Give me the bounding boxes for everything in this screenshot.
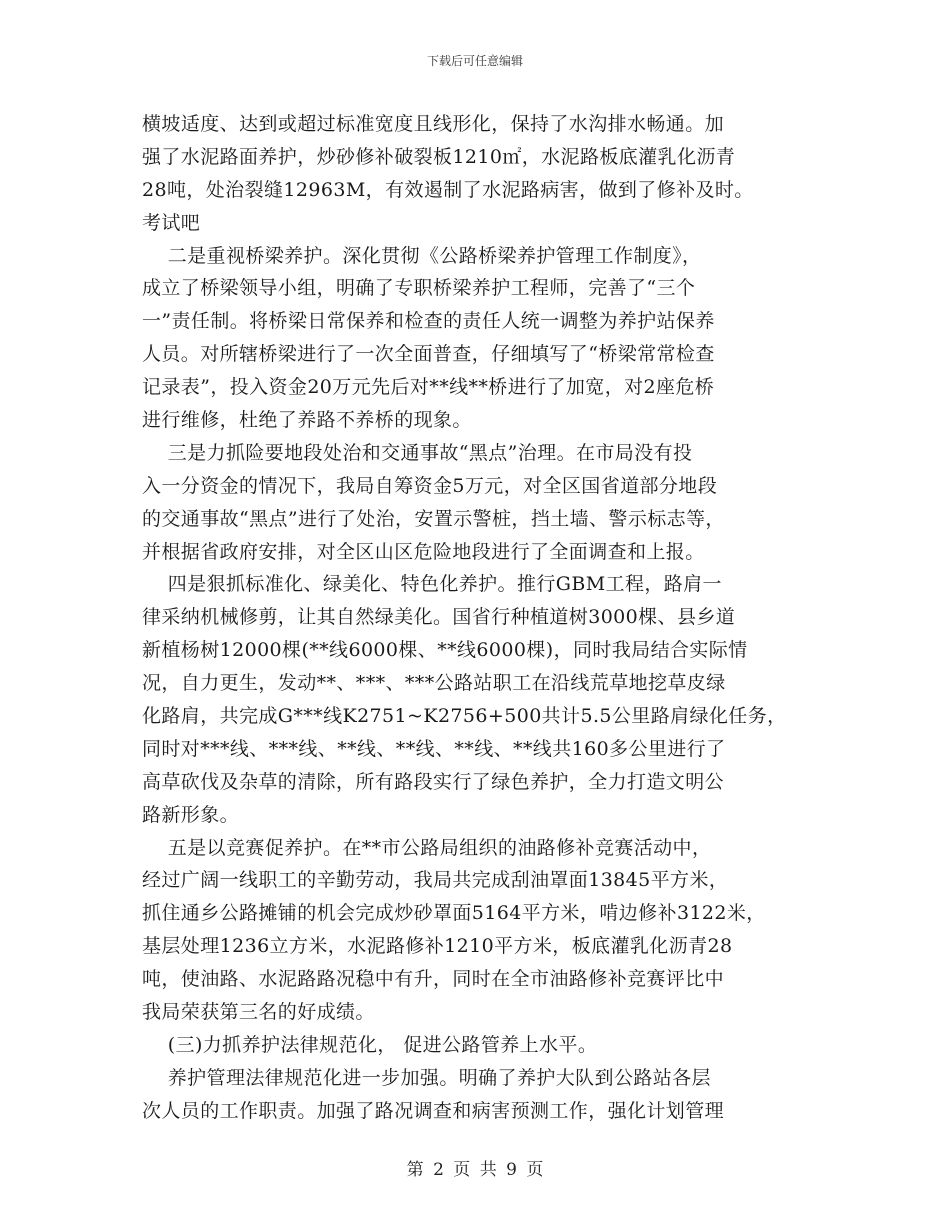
page-header: 下载后可任意编辑 xyxy=(426,54,523,68)
text-line: 的交通事故“黑点”进行了处治，安置示警桩，挡土墙、警示标志等， xyxy=(142,507,725,530)
text-line: 五是以竞赛促养护。在**市公路局组织的油路修补竞赛活动中， xyxy=(142,836,712,859)
text-line: 成立了桥梁领导小组，明确了专职桥梁养护工程师，完善了“三个 xyxy=(142,277,696,300)
text-line: 养护管理法律规范化进一步加强。明确了养护大队到公路站各层 xyxy=(142,1066,711,1089)
text-line: 吨，使油路、水泥路路况稳中有升，同时在全市油路修补竞赛评比中 xyxy=(142,968,725,991)
page-footer: 第 2 页 共 9 页 xyxy=(406,1160,544,1180)
text-line: 入一分资金的情况下，我局自筹资金5万元，对全区国省道部分地段 xyxy=(142,474,718,497)
text-line: 28吨，处治裂缝12963M，有效遏制了水泥路病害，做到了修补及时。 xyxy=(142,178,754,201)
text-line: 并根据省政府安排，对全区山区危险地段进行了全面调查和上报。 xyxy=(142,540,705,563)
text-line: 同时对***线、***线、**线、**线、**线、**线共160多公里进行了 xyxy=(142,737,726,760)
text-line: 新植杨树12000棵(**线6000棵、**线6000棵)，同时我局结合实际情 xyxy=(142,639,748,662)
text-line: 况，自力更生，发动**、***、***公路站职工在沿线荒草地挖草皮绿 xyxy=(142,672,726,695)
text-line: 路新形象。 xyxy=(142,803,240,826)
text-line: 四是狠抓标准化、绿美化、特色化养护。推行GBM工程，路肩一 xyxy=(142,573,722,596)
text-line: 高草砍伐及杂草的清除，所有路段实行了绿色养护，全力打造文明公 xyxy=(142,770,725,793)
text-line: 三是力抓险要地段处治和交通事故“黑点”治理。在市局没有投 xyxy=(142,441,693,464)
text-line: 二是重视桥梁养护。深化贯彻《公路桥梁养护管理工作制度》， xyxy=(142,244,702,267)
text-line: 人员。对所辖桥梁进行了一次全面普查，仔细填写了“桥梁常常检查 xyxy=(142,343,715,366)
text-line: 强了水泥路面养护，炒砂修补破裂板1210㎡，水泥路板底灌乳化沥青 xyxy=(142,145,736,168)
text-line: 经过广阔一线职工的辛勤劳动，我局共完成刮油罩面13845平方米， xyxy=(142,869,729,892)
text-line: 化路肩，共完成G***线K2751~K2756+500共计5.5公里路肩绿化任务， xyxy=(142,705,787,728)
text-line: 我局荣获第三名的好成绩。 xyxy=(142,1001,375,1024)
text-line: 记录表”，投入资金20万元先后对**线**桥进行了加宽，对2座危桥 xyxy=(142,376,715,399)
text-line: 横坡适度、达到或超过标准宽度且线形化，保持了水沟排水畅通。加 xyxy=(142,113,725,135)
text-line: 基层处理1236立方米，水泥路修补1210平方米，板底灌乳化沥青28 xyxy=(142,935,733,958)
text-line: (三)力抓养护法律规范化， 促进公路管养上水平。 xyxy=(142,1033,598,1056)
text-line: 抓住通乡公路摊铺的机会完成炒砂罩面5164平方米，啃边修补3122米， xyxy=(142,902,766,925)
text-line: 律采纳机械修剪，让其自然绿美化。国省行种植道树3000棵、县乡道 xyxy=(142,606,736,629)
text-line: 次人员的工作职责。加强了路况调查和病害预测工作，强化计划管理 xyxy=(142,1099,725,1122)
text-line: 进行维修，杜绝了养路不养桥的现象。 xyxy=(142,409,472,432)
body-text xyxy=(142,108,822,1128)
text-line: 一”责任制。将桥梁日常保养和检查的责任人统一调整为养护站保养 xyxy=(142,310,715,333)
text-line: 考试吧 xyxy=(142,211,201,234)
